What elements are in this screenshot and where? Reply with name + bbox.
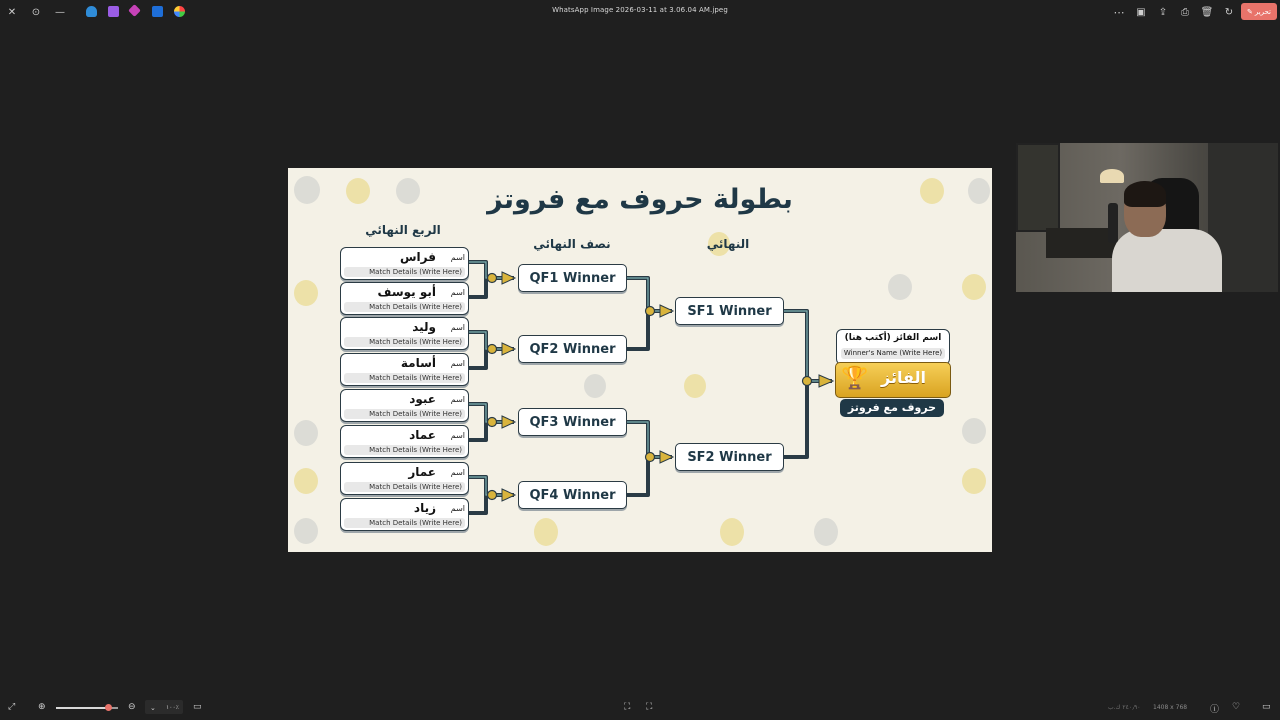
player-box-4[interactable]: [340, 353, 469, 386]
name-label: اسم: [450, 323, 465, 332]
player-box-1[interactable]: [340, 247, 469, 280]
minimize-icon[interactable]: —: [55, 6, 65, 18]
connector-line: [626, 457, 648, 495]
connector-line: [468, 278, 486, 297]
window-title: WhatsApp Image 2026-03-11 at 3.06.04 AM.jpeg: [552, 6, 728, 14]
expand-icon[interactable]: ⤢: [8, 702, 16, 712]
semifinal-header: نصف النهائي: [533, 237, 611, 251]
rotate-icon[interactable]: ↻: [1224, 6, 1234, 18]
champion-title: الفائز: [881, 368, 926, 387]
bracket-title: بطولة حروف مع فروتز: [487, 184, 793, 215]
name-label: اسم: [450, 468, 465, 477]
player-name: عمار: [408, 465, 436, 479]
slideshow-icon[interactable]: ▣: [1136, 6, 1146, 18]
connector-arrow: [502, 343, 515, 355]
crop-icon[interactable]: ⛶: [624, 702, 631, 712]
match-details-field: Match Details (Write Here): [344, 482, 465, 492]
share-icon[interactable]: ⇪: [1158, 6, 1168, 18]
bottom-toolbar: [0, 696, 1280, 720]
file-size: ٢٤٠٫٩٠ ك.ب: [1108, 704, 1141, 711]
name-label: اسم: [450, 253, 465, 262]
connector-node: [488, 418, 497, 427]
match-details-field: Match Details (Write Here): [344, 445, 465, 455]
chevron-down-icon: ⌄: [150, 704, 156, 712]
match-details-field: Match Details (Write Here): [344, 302, 465, 312]
champion-subtitle: حروف مع فروتز: [840, 399, 944, 417]
qf3-winner-box[interactable]: QF3 Winner: [518, 408, 627, 436]
connector-line: [626, 311, 648, 349]
player-name: زياد: [413, 501, 436, 515]
info-icon[interactable]: ⓘ: [1210, 705, 1220, 715]
filmstrip-icon[interactable]: ▭: [1262, 702, 1271, 712]
qf4-winner-box[interactable]: QF4 Winner: [518, 481, 627, 509]
close-icon[interactable]: ✕: [7, 6, 17, 18]
player-box-5[interactable]: [340, 389, 469, 422]
connector-node: [488, 345, 497, 354]
name-label: اسم: [450, 359, 465, 368]
select-icon[interactable]: ⛶: [646, 702, 653, 712]
connector-node: [803, 377, 812, 386]
name-label: اسم: [450, 395, 465, 404]
connector-arrow: [502, 272, 515, 284]
player-name: أبو يوسف: [377, 285, 436, 299]
connector-arrow: [819, 375, 833, 387]
edit-icon: ✎: [1246, 7, 1253, 16]
match-details-field: Match Details (Write Here): [344, 373, 465, 383]
connector-line: [468, 495, 486, 513]
name-label: اسم: [450, 431, 465, 440]
champion-name-label-en: Winner's Name (Write Here): [841, 348, 945, 359]
webcam-lamp: [1100, 169, 1124, 183]
edit-button-label: تحرير: [1254, 7, 1271, 16]
fit-window-icon[interactable]: ▭: [193, 702, 202, 712]
player-box-2[interactable]: [340, 282, 469, 315]
champion-name-label-ar: اسم الفائز (أكتب هنا): [844, 333, 942, 343]
player-name: فراس: [400, 250, 436, 264]
zoom-slider-thumb[interactable]: [105, 704, 112, 711]
connector-line: [468, 422, 486, 440]
bracket-image: [288, 168, 992, 552]
connector-node: [646, 307, 655, 316]
edit-button[interactable]: [1241, 3, 1277, 20]
connector-arrow: [502, 489, 515, 501]
name-label: اسم: [450, 504, 465, 513]
player-box-3[interactable]: [340, 317, 469, 350]
webcam-microphone: [1108, 203, 1118, 243]
player-box-8[interactable]: [340, 498, 469, 531]
connector-node: [488, 491, 497, 500]
webcam-person-hair: [1124, 181, 1166, 207]
webcam-shelf: [1046, 228, 1116, 258]
connector-line: [468, 349, 486, 368]
ellipsis-icon[interactable]: ⋯: [1113, 5, 1125, 19]
trophy-icon: 🏆: [841, 366, 869, 391]
sf2-winner-box[interactable]: SF2 Winner: [675, 443, 784, 471]
connector-line: [626, 422, 672, 457]
player-name: أسامة: [400, 356, 436, 370]
connector-node: [488, 274, 497, 283]
delete-icon[interactable]: 🗑: [1200, 6, 1214, 18]
qf2-winner-box[interactable]: QF2 Winner: [518, 335, 627, 363]
zoom-out-icon[interactable]: ⊖: [128, 702, 136, 712]
webcam-overlay: [1016, 143, 1278, 292]
player-name: عماد: [409, 428, 436, 442]
webcam-person-body: [1112, 229, 1222, 292]
print-icon[interactable]: ⎙: [1181, 6, 1189, 18]
connector-node: [646, 453, 655, 462]
match-details-field: Match Details (Write Here): [344, 409, 465, 419]
connector-line: [783, 381, 807, 457]
quarterfinal-header: الربع النهائي: [365, 223, 441, 237]
image-dimensions: 1408 x 768: [1153, 704, 1188, 711]
match-details-field: Match Details (Write Here): [344, 337, 465, 347]
player-name: عبود: [409, 392, 436, 406]
favorite-icon[interactable]: ♡: [1232, 702, 1241, 712]
player-box-7[interactable]: [340, 462, 469, 495]
webcam-frame-picture: [1016, 143, 1060, 232]
qf1-winner-box[interactable]: QF1 Winner: [518, 264, 627, 292]
connector-highlight: [783, 311, 832, 381]
title-bar: [0, 0, 1280, 24]
zoom-in-icon[interactable]: ⊕: [38, 702, 46, 712]
champion-banner: [835, 362, 951, 398]
match-details-field: Match Details (Write Here): [344, 518, 465, 528]
connector-arrow: [660, 451, 673, 463]
connector-arrow: [502, 416, 515, 428]
player-box-6[interactable]: [340, 425, 469, 458]
connector-arrow: [660, 305, 673, 317]
name-label: اسم: [450, 288, 465, 297]
pin-icon[interactable]: ⊙: [31, 6, 41, 18]
zoom-percent: ١٠٠٪: [166, 704, 179, 711]
match-details-field: Match Details (Write Here): [344, 267, 465, 277]
zoom-slider-fill: [56, 707, 108, 709]
final-header: النهائي: [706, 237, 750, 251]
sf1-winner-box[interactable]: SF1 Winner: [675, 297, 784, 325]
champion-name-box[interactable]: [836, 329, 950, 365]
player-name: وليد: [412, 320, 436, 334]
